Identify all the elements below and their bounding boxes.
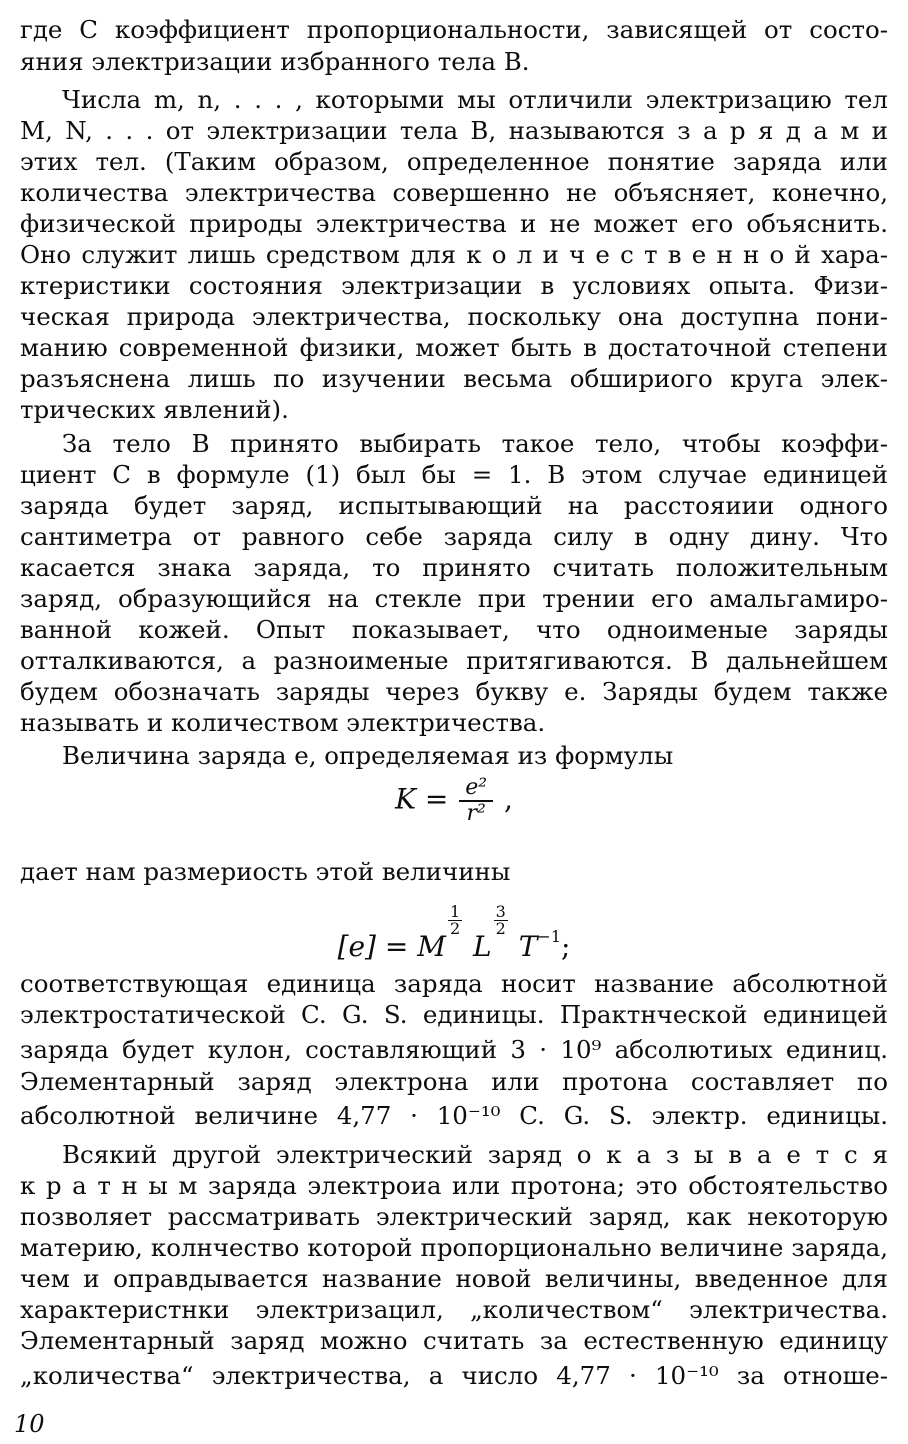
- text-line: будем обозначать заряды через букву e. Заряды будем также: [20, 677, 888, 706]
- text-line: циент C в формуле (1) был бы = 1. В этом случае единицей: [20, 460, 888, 489]
- formula-fraction: [459, 776, 493, 826]
- formula-trail: ;: [561, 930, 571, 963]
- text-line: позволяет рассматривать электрический заряд, как некоторую: [20, 1202, 888, 1231]
- text-line: соответствующая единица заряда носит название абсолютной: [20, 969, 888, 998]
- text-line: к р а т н ы м заряда электроиа или протона; это обстоятельство: [20, 1171, 888, 1200]
- text-line: M, N, . . . от электризации тела B, называются з а р я д а м и: [20, 116, 888, 145]
- page-number: 10: [14, 1410, 45, 1438]
- formula-lhs: [e]: [337, 930, 376, 963]
- formula-equals: =: [384, 930, 409, 963]
- symbol-m: M: [417, 930, 446, 963]
- formula-coulomb: [0, 776, 908, 826]
- text-line: трических явлений).: [20, 395, 289, 424]
- formula-trail: ,: [504, 782, 513, 816]
- text-line: характеристнки электризацил, „количеством“ электричества.: [20, 1295, 888, 1324]
- formula-lhs: K: [395, 782, 416, 816]
- exponent-numerator: 1: [449, 902, 461, 921]
- exponent: −1: [537, 927, 561, 946]
- text-line: Всякий другой электрический заряд о к а з ы в а е т с я: [62, 1140, 888, 1169]
- text-line: разъяснена лишь по изучении весьма обшириого круга элек-: [20, 364, 888, 393]
- text-line: Оно служит лишь средством для к о л и ч е с т в е н н о й хара-: [20, 240, 888, 269]
- text-line: чем и оправдывается название новой величины, введенное для: [20, 1264, 888, 1293]
- fraction-numerator: e²: [459, 776, 493, 802]
- text-line: Элементарный заряд электрона или протона составляет по: [20, 1067, 888, 1096]
- text-line: яния электризации избранного тела B.: [20, 47, 530, 76]
- text-line: этих тел. (Таким образом, определенное понятие заряда или: [20, 147, 888, 176]
- exponent-denominator: 2: [495, 919, 506, 938]
- text-line: „количества“ электричества, а число 4,77 · 10⁻¹⁰ за отноше-: [20, 1361, 888, 1390]
- text-line: заряда будет кулон, составляющий 3 · 10⁹ абсолютиых единиц.: [20, 1035, 888, 1064]
- text-line: отталкиваются, а разноименые притягиваются. В дальнейшем: [20, 646, 888, 675]
- text-line: дает нам размериость этой величины: [20, 857, 511, 886]
- text-line: манию современной физики, может быть в достаточной степени: [20, 333, 888, 362]
- text-line: сантиметра от равного себе заряда силу в одну дину. Что: [20, 522, 888, 551]
- text-line: Величина заряда e, определяемая из формулы: [62, 741, 674, 770]
- exponent-numerator: 3: [495, 902, 506, 921]
- symbol-t: T: [518, 930, 538, 963]
- formula-dimension: [0, 904, 908, 963]
- text-line: абсолютной величине 4,77 · 10⁻¹⁰ C. G. S. электр. единицы.: [20, 1101, 888, 1130]
- formula-equals: =: [424, 782, 449, 816]
- text-line: За тело B принято выбирать такое тело, чтобы коэффи-: [62, 429, 888, 458]
- text-line: электростатической C. G. S. единицы. Практнческой единицей: [20, 1000, 888, 1029]
- text-line: касается знака заряда, то принято считать положительным: [20, 553, 888, 582]
- exponent-fraction: [448, 904, 462, 937]
- text-line: Элементарный заряд можно считать за естественную единицу: [20, 1326, 888, 1355]
- text-line: ванной кожей. Опыт показывает, что одноименые заряды: [20, 615, 888, 644]
- text-line: ческая природа электричества, поскольку она доступна пони-: [20, 302, 888, 331]
- text-line: Числа m, n, . . . , которыми мы отличили электризацию тел: [62, 85, 888, 114]
- symbol-l: L: [473, 930, 492, 963]
- fraction-denominator: r²: [466, 801, 486, 826]
- text-line: материю, колнчество которой пропорционально величине заряда,: [20, 1233, 888, 1262]
- text-line: физической природы электричества и не может его объяснить.: [20, 209, 888, 238]
- exponent-denominator: 2: [449, 919, 461, 938]
- text-line: заряда будет заряд, испытывающий на расстояиии одного: [20, 491, 888, 520]
- text-line: где C коэффициент пропорциональности, зависящей от состо-: [20, 15, 888, 44]
- text-line: называть и количеством электричества.: [20, 708, 546, 737]
- text-line: ктеристики состояния электризации в условиях опыта. Физи-: [20, 271, 888, 300]
- exponent-fraction: [494, 904, 508, 937]
- text-line: количества электричества совершенно не объясняет, конечно,: [20, 178, 888, 207]
- text-line: заряд, образующийся на стекле при трении его амальгамиро-: [20, 584, 888, 613]
